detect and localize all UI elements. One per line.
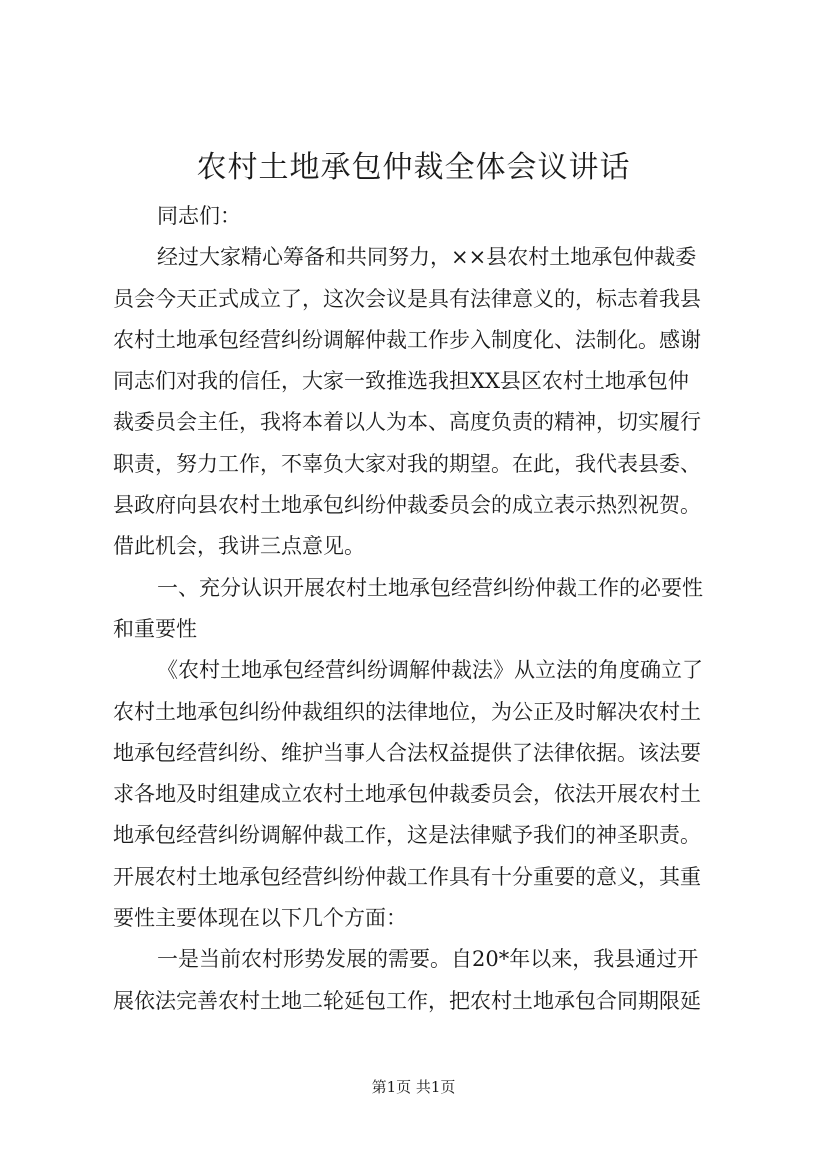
body-line: 同志们：	[157, 204, 241, 228]
body-line: 要性主要体现在以下几个方面：	[113, 906, 407, 931]
body-line: 一是当前农村形势发展的需要。自20*年以来，我县通过开	[157, 947, 699, 972]
body-line: 展依法完善农村土地二轮延包工作，把农村土地承包合同期限延	[113, 988, 701, 1013]
body-line: 同志们对我的信任，大家一致推选我担XX县区农村土地承包仲	[113, 369, 689, 394]
body-line: 借此机会，我讲三点意见。	[113, 534, 365, 559]
body-line: 经过大家精心筹备和共同努力，××县农村土地承包仲裁委	[157, 245, 697, 270]
body-line: 地承包经营纠纷、维护当事人合法权益提供了法律依据。该法要	[113, 740, 701, 765]
body-line: 员会今天正式成立了，这次会议是具有法律意义的，标志着我县	[113, 286, 701, 311]
page-footer: 第1页 共1页	[371, 1078, 456, 1096]
body-line: 职责，努力工作，不辜负大家对我的期望。在此，我代表县委、	[113, 451, 701, 476]
document-body	[113, 196, 753, 1022]
document-title: 农村土地承包仲裁全体会议讲话	[196, 150, 631, 185]
body-line: 《农村土地承包经营纠纷调解仲裁法》从立法的角度确立了	[157, 658, 703, 683]
body-line: 开展农村土地承包经营纠纷仲裁工作具有十分重要的意义，其重	[113, 864, 701, 889]
body-line: 和重要性	[113, 616, 197, 641]
body-line: 地承包经营纠纷调解仲裁工作，这是法律赋予我们的神圣职责。	[113, 823, 701, 848]
body-line: 农村土地承包经营纠纷调解仲裁工作步入制度化、法制化。感谢	[113, 327, 701, 352]
body-line: 农村土地承包纠纷仲裁组织的法律地位，为公正及时解决农村土	[113, 699, 701, 724]
body-line: 裁委员会主任，我将本着以人为本、高度负责的精神，切实履行	[113, 410, 701, 435]
body-line: 求各地及时组建成立农村土地承包仲裁委员会，依法开展农村土	[113, 782, 701, 807]
body-line: 一、充分认识开展农村土地承包经营纠纷仲裁工作的必要性	[157, 575, 703, 600]
body-line: 县政府向县农村土地承包纠纷仲裁委员会的成立表示热烈祝贺。	[113, 493, 701, 518]
